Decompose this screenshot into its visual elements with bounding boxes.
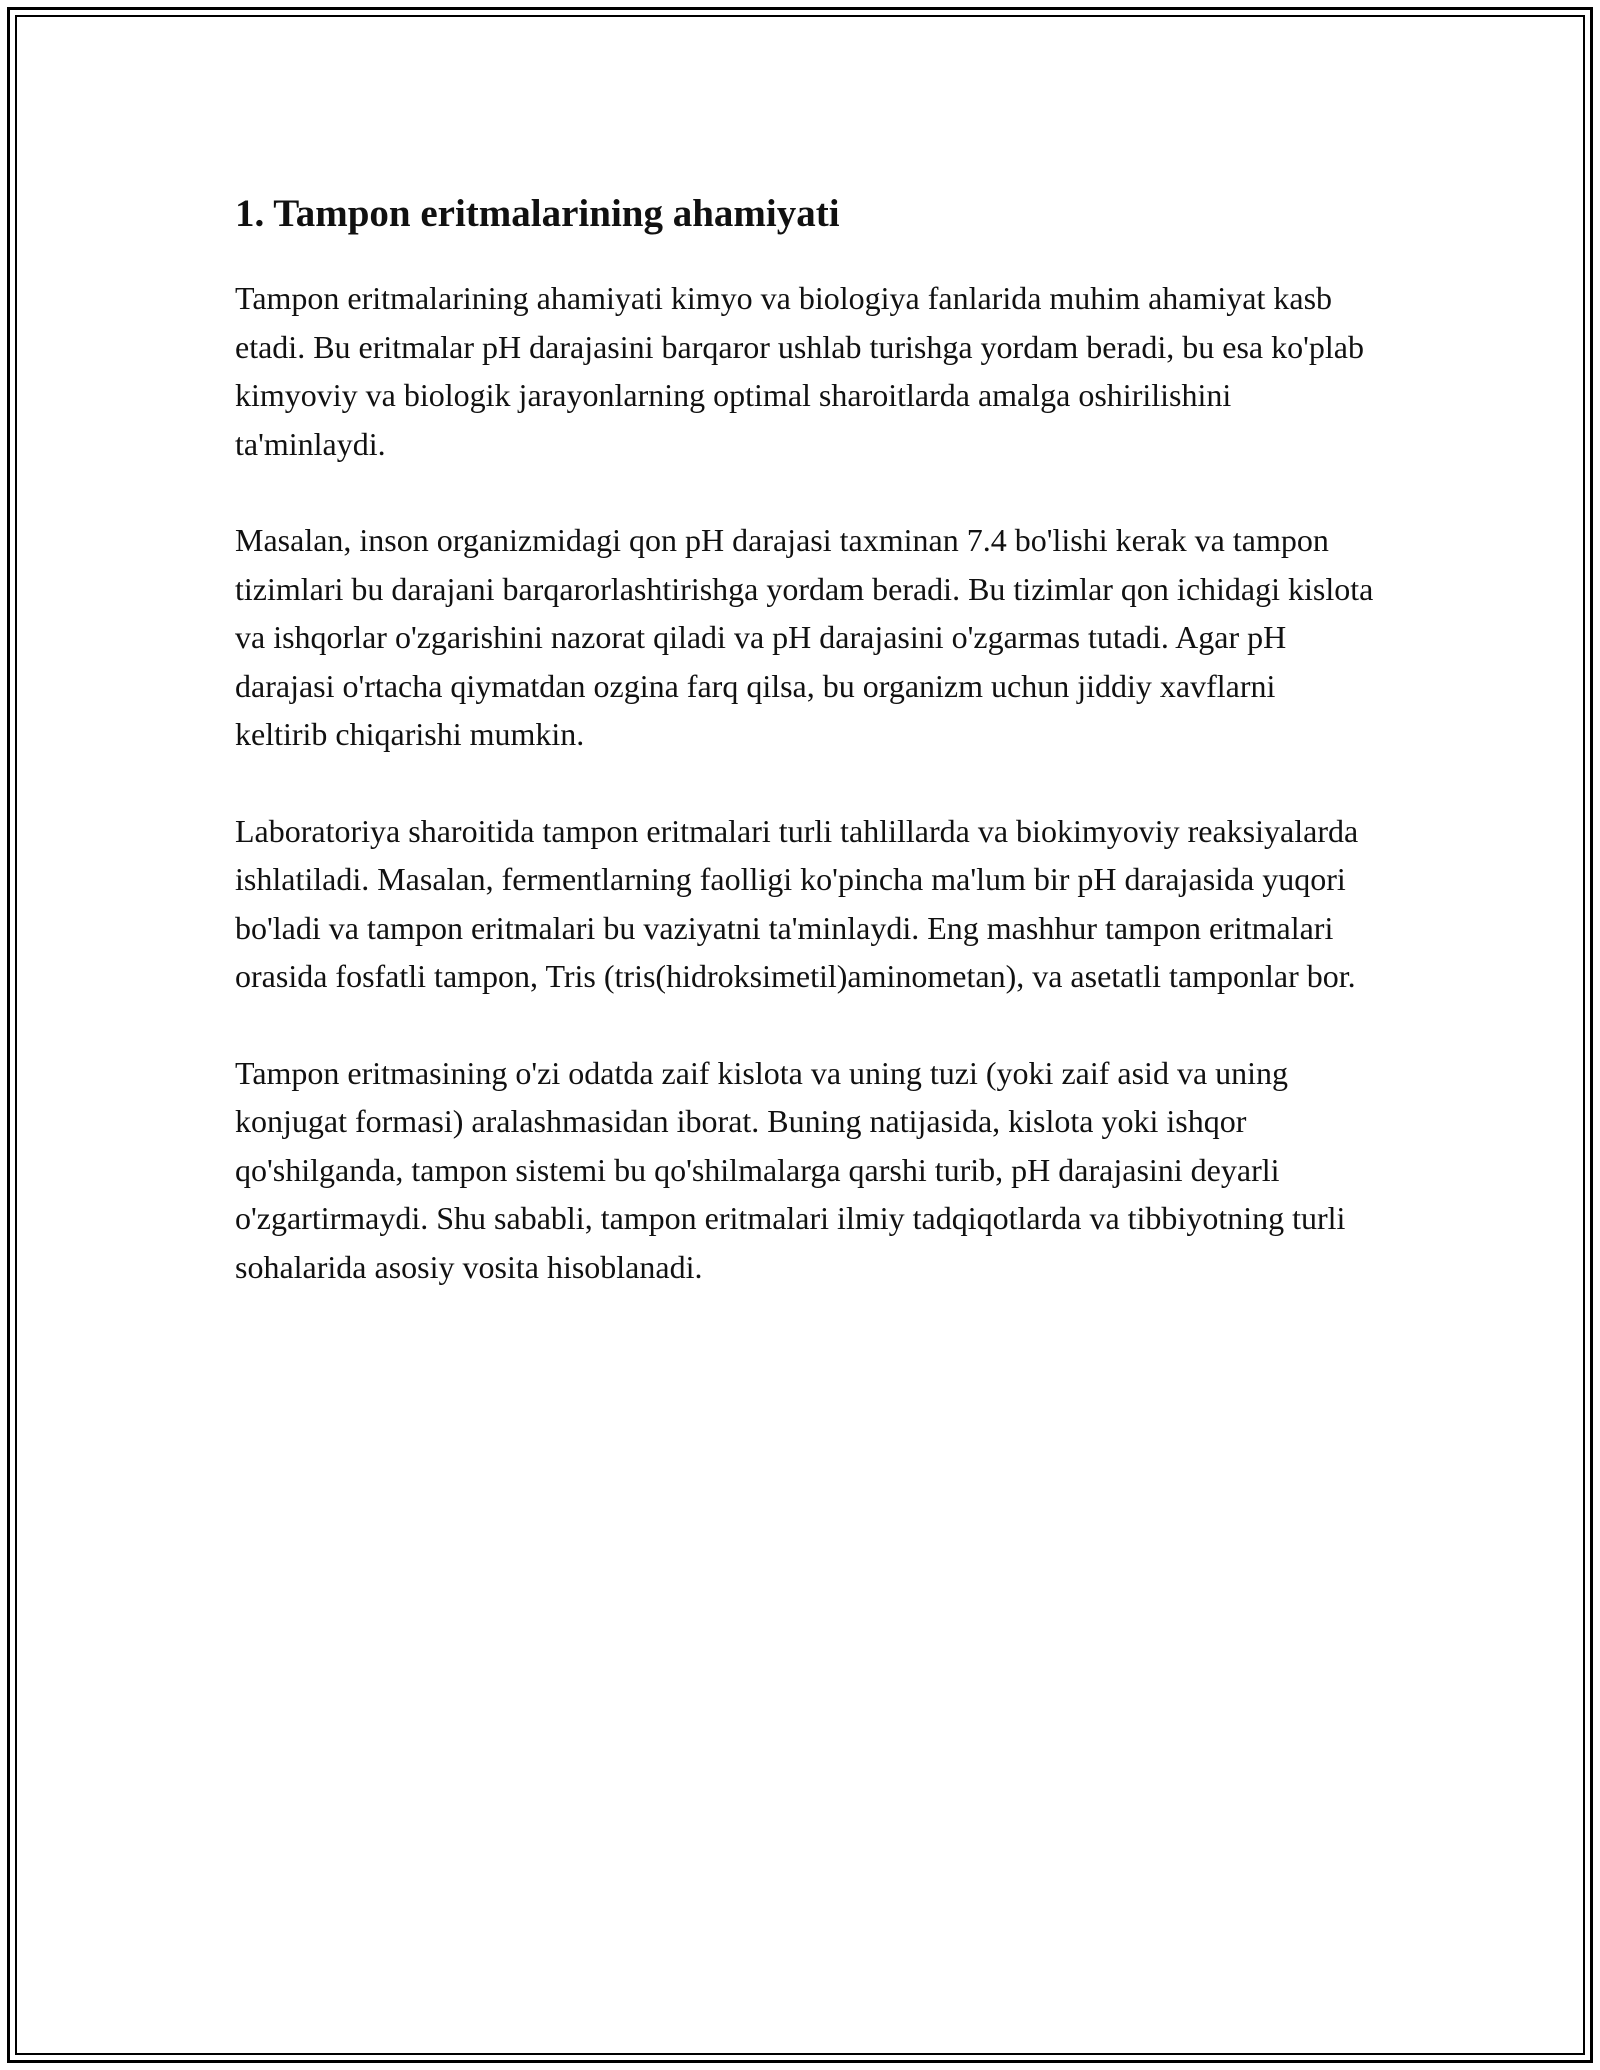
paragraph-laboratory: Laboratoriya sharoitida tampon eritmalari turli tahlillarda va biokimyoviy reaksiyalarda ishlatiladi. Masalan, fermentlarning faolligi ko'pincha ma'lum bir pH darajasida yuqori bo'ladi va tampon eritmalari bu vaziyatni ta'minlaydi. Eng mashhur tampon eritmalari orasida fosfatli tampon, Tris (tris(hidroksimetil)aminometan), va asetatli tamponlar bor. [235,812,1359,994]
paragraph-blood-ph: Masalan, inson organizmidagi qon pH darajasi taxminan 7.4 bo'lishi kerak va tampon tizimlari bu darajani barqarorlashtirishga yordam beradi. Bu tizimlar qon ichidagi kislota va ishqorlar o'zgarishini nazorat qiladi va pH darajasini o'zgarmas tutadi. Agar pH darajasi o'rtacha qiymatdan ozgina farq qilsa, bu organizm uchun jiddiy xavflarni keltirib chiqarishi mumkin. [235,522,1374,752]
paragraph-composition: Tampon eritmasining o'zi odatda zaif kislota va uning tuzi (yoki zaif asid va uning konjugat formasi) aralashmasidan iborat. Buning natijasida, kislota yoki ishqor qo'shilganda, tampon sistemi bu qo'shilmalarga qarshi turib, pH darajasini deyarli o'zgartirmaydi. Shu sababli, tampon eritmalari ilmiy tadqiqotlarda va tibbiyotning turli sohalarida asosiy vosita hisoblanadi. [235,1054,1346,1285]
section-title: 1. Tampon eritmalarining ahamiyati [235,192,840,235]
document-body [235,188,1375,1339]
paragraph-importance: Tampon eritmalarining ahamiyati kimyo va biologiya fanlarida muhim ahamiyat kasb etadi. Bu eritmalar pH darajasini barqaror ushlab turishga yordam beradi, bu esa ko'plab kimyoviy va biologik jarayonlarning optimal sharoitlarda amalga oshirilishini ta'minlaydi. [235,280,1364,462]
